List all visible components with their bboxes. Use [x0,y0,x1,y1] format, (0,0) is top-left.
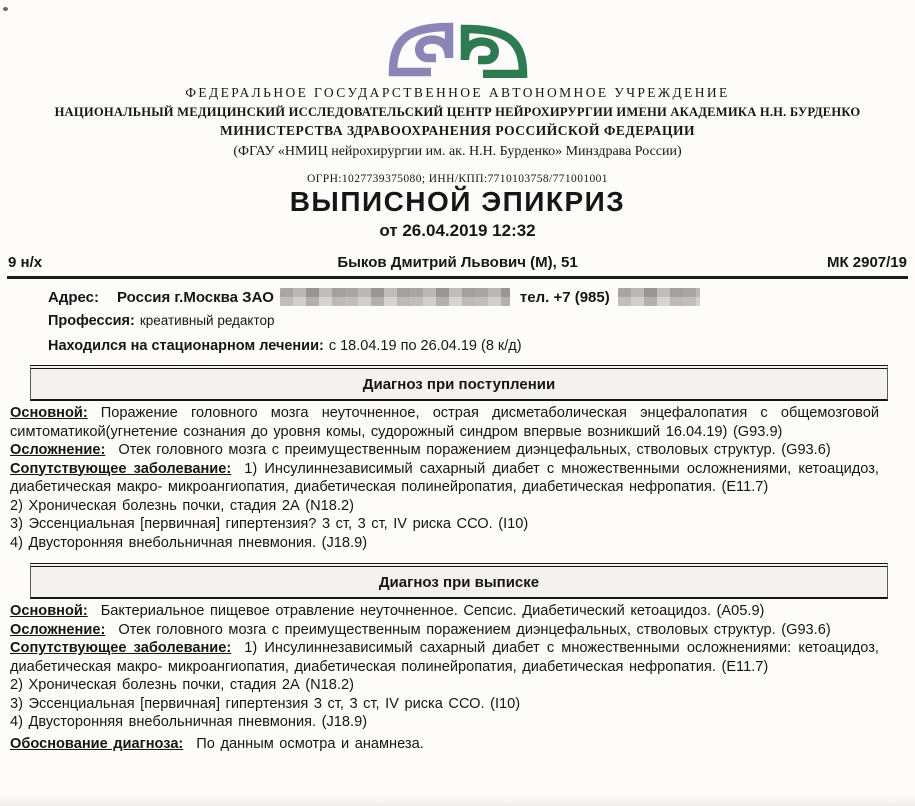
diagnosis-entry-label: Основной: [10,405,88,421]
patient-header-row [8,254,907,271]
diagnosis-entry: 3) Эссенциальная [первичная] гипертензия 3 ст, 3 ст, IV риска ССО. (I10) [10,695,521,712]
diagnosis-entry: Основной: Поражение головного мозга неуточненное, острая дисметаболическая энцефалопатия с общемозговой симтоматикой(угнетение сознания до уровня комы, судорожный синдром впервые возникший 16.04.19) (G93.9) [10,405,879,440]
diagnosis-entry: 3) Эссенциальная [первичная] гипертензия? 3 ст, 3 ст, IV риска ССО. (I10) [10,516,529,532]
diagnosis-entry-label: Сопутствующее заболевание: [10,640,232,656]
stay-label: Находился на стационарном лечении: [48,338,324,354]
diagnosis-entry: 4) Двусторонняя внебольничная пневмония. (J18.9) [10,534,368,551]
diagnosis-entry: 2) Хроническая болезнь почки, стадия 2А (N18.2) [10,497,354,514]
org-name-line: НАЦИОНАЛЬНЫЙ МЕДИЦИНСКИЙ ИССЛЕДОВАТЕЛЬСКИЙ ЦЕНТР НЕЙРОХИРУРГИИ ИМЕНИ АКАДЕМИКА Н.Н. БУРДЕНКО [54,105,861,119]
diagnosis-entry-label: Осложнение: [10,621,106,638]
address-value: Россия г.Москва ЗАО [117,289,274,306]
diagnosis-entry: Осложнение: Отек головного мозга с преимущественным поражением диэнцефальных, стволовых структур. (G93.6) [10,621,831,638]
diagnosis-entry-label: Основной: [10,603,88,619]
justification-text: По данным осмотра и анамнеза. [196,735,424,752]
patient-name: Быков Дмитрий Львович (М), 51 [337,254,578,271]
document-date: от 26.04.2019 12:32 [379,221,536,240]
diagnosis-entry-label: Осложнение: [10,442,106,458]
burdenko-logo-icon [383,18,533,78]
diagnosis-entry: 2) Хроническая болезнь почки, стадия 2А (N18.2) [10,677,354,693]
diagnosis-entry: Основной: Бактериальное пищевое отравление неуточненное. Сепсис. Диабетический кетоацидоз. (А05.9) [10,603,765,619]
diagnosis-entry: 4) Двусторонняя внебольничная пневмония. (J18.9) [10,714,368,730]
profession-label: Профессия: [48,313,135,329]
address-label: Адрес: [48,289,99,306]
redacted-phone-block [618,288,700,306]
admission-diagnosis-entries [10,404,879,552]
section-header-discharge-diagnosis: Диагноз при выписке [30,563,888,599]
diagnosis-entry-label: Сопутствующее заболевание: [10,460,232,477]
profession-value: креативный редактор [139,313,275,328]
medical-card-number: МК 2907/19 [826,254,907,271]
address-row [48,288,915,306]
profession-row [48,313,915,329]
org-type-line: ФЕДЕРАЛЬНОЕ ГОСУДАРСТВЕННОЕ АВТОНОМНОЕ УЧРЕЖДЕНИЕ [185,85,730,100]
justification-block [10,735,879,754]
org-registration-line: ОГРН:1027739375080; ИНН/КПП:7710103758/771001001 [307,173,608,185]
discharge-diagnosis-entries [10,602,879,732]
section-header-admission-diagnosis: Диагноз при поступлении [30,365,888,401]
scan-artifact-speck [3,7,8,11]
diagnosis-entry: Сопутствующее заболевание: 1) Инсулиннезависимый сахарный диабет с множественными осложнениями: кетоацидоз, диабетическая макро- микроангиопатия, диабетическая полинейропатия, диабетическая нефропатия. (E11.7) [10,640,879,675]
org-logo [0,0,915,78]
diagnosis-entry: Осложнение: Отек головного мозга с преимущественным поражением диэнцефальных, стволовых структур. (G93.6) [10,442,831,458]
redacted-address-block [280,288,510,306]
logo-left-glyph [393,27,449,72]
ward-number: 9 н/х [8,254,43,271]
justification-label: Обоснование диагноза: [10,735,184,752]
document-title: ВЫПИСНОЙ ЭПИКРИЗ [289,186,626,217]
logo-right-glyph [465,29,523,74]
header-divider [7,276,908,279]
justification-line [10,735,879,754]
stay-value: с 18.04.19 по 26.04.19 (8 к/д) [328,338,522,354]
org-short-name-line: (ФГАУ «НМИЦ нейрохирургии им. ак. Н.Н. Бурденко» Минздрава России) [233,144,682,159]
org-ministry-line: МИНИСТЕРСТВА ЗДРАВООХРАНЕНИЯ РОССИЙСКОЙ ФЕДЕРАЦИИ [220,123,695,138]
hospital-stay-row [48,338,915,354]
phone-label: тел. +7 (985) [519,289,610,306]
diagnosis-entry: Сопутствующее заболевание: 1) Инсулиннезависимый сахарный диабет с множественными осложнениями, кетоацидоз, диабетическая макро- микроангиопатия, диабетическая полинейропатия, диабетическая нефропатия. (E11.7) [10,460,879,495]
